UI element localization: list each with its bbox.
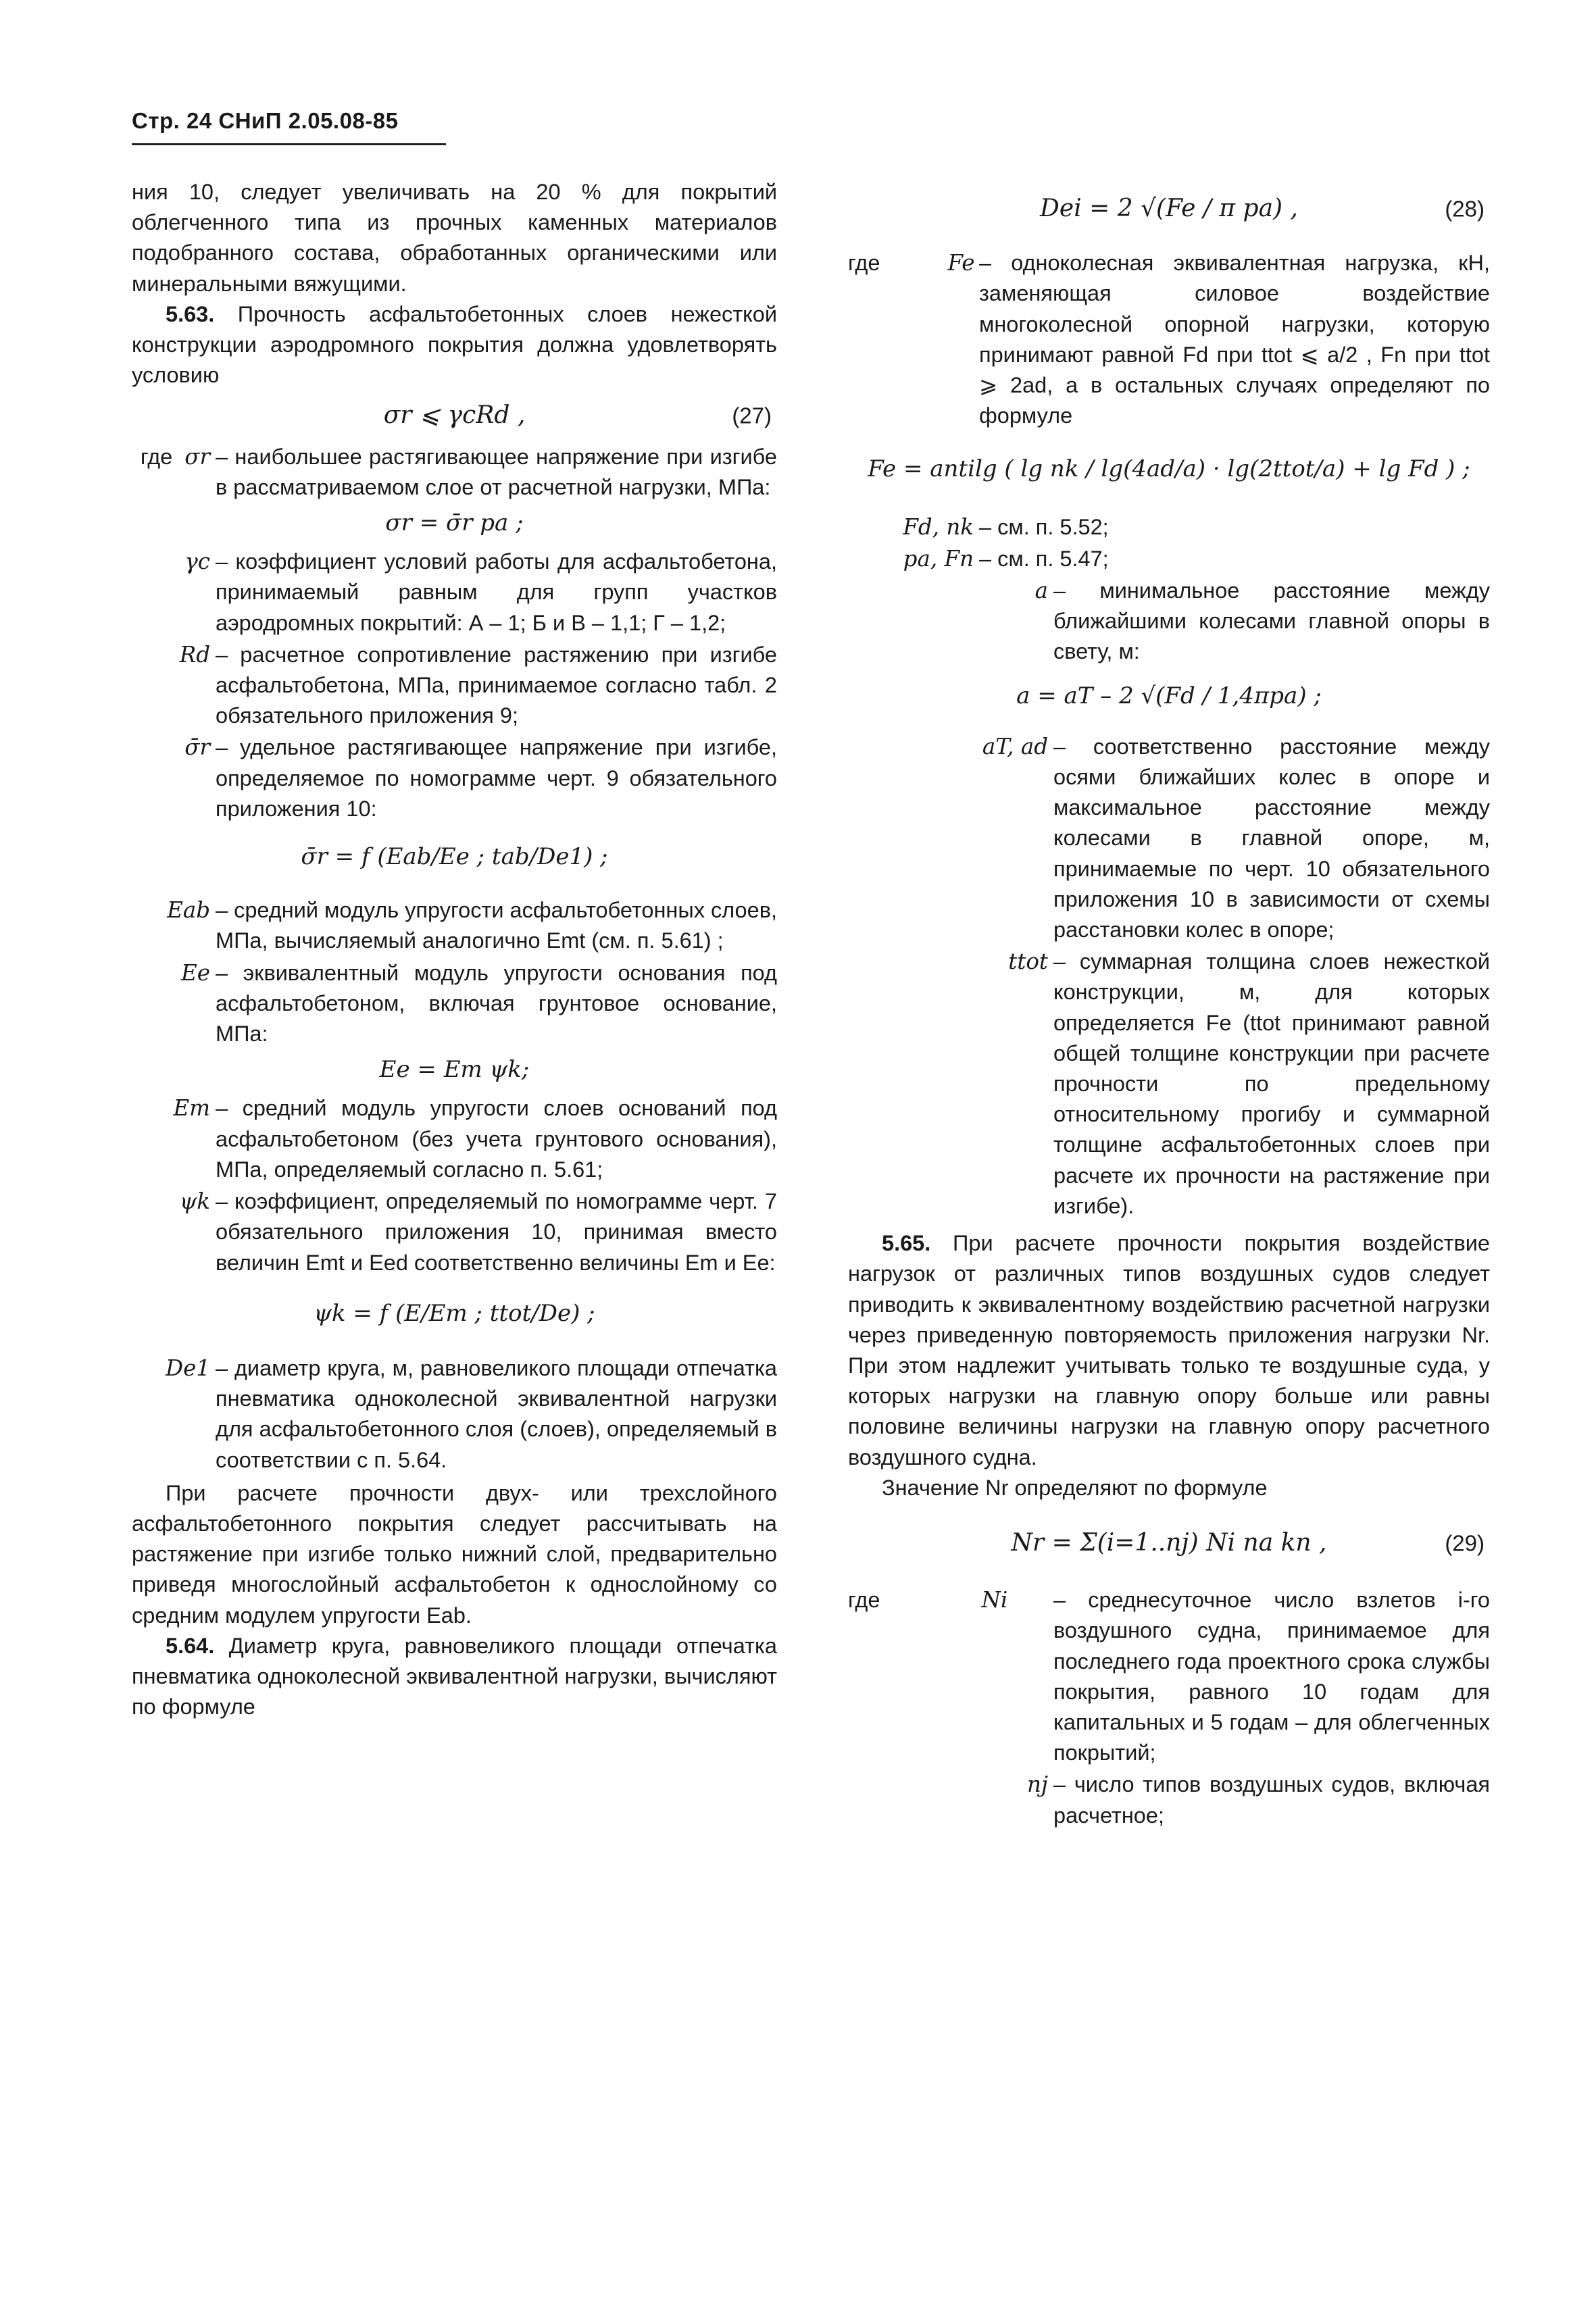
definition-symbol: ttot: [1008, 949, 1048, 975]
definition-gamma-c: [132, 547, 777, 638]
definition-symbol: Fd, nk: [903, 513, 974, 540]
definition-ni: [848, 1585, 1490, 1768]
definition-text: – суммарная толщина слоев нежесткой конструкции, м, для которых определяется Fe (ttot принимают равной общей толщине конструкции при расчете прочности по предельному относительному прогибу и суммарной толщине асфальтобетонных слоев при расчете их прочности на растяжение при изгибе).: [1053, 949, 1490, 1218]
definition-symbol: Ee: [181, 959, 210, 986]
section-5-64: [132, 1631, 777, 1723]
definition-text: – минимальное расстояние между ближайшими колесами главной опоры в свету, м:: [1053, 578, 1490, 664]
definition-text: – см. п. 5.52;: [979, 514, 1109, 539]
definition-text: – одноколесная эквивалентная нагрузка, кН, заменяющая силовое воздействие многоколесной опорной нагрузки, которую принимают равной Fd при ttot ⩽ a/2 , Fn при ttot ⩾ 2ad, а в остальных случаях определяют по формуле: [979, 251, 1490, 428]
definition-symbol: aT, ad: [982, 733, 1048, 759]
formula-27: [132, 400, 777, 430]
definition-text: – коэффициент, определяемый по номограмме черт. 7 обязательного приложения 10, принимая вместо величин Emt и Eed соответственно величины Em и Ee:: [216, 1189, 777, 1275]
page-header: Стр. 24 СНиП 2.05.08-85: [132, 108, 399, 133]
definition-symbol: σr: [184, 443, 210, 470]
formula-psi-k: ψk = f (E/Em ; ttot/De) ;: [314, 1299, 595, 1327]
definition-symbol: a: [1034, 578, 1048, 604]
definition-symbol: De1: [166, 1355, 210, 1381]
formula-fe: Fe = antilg ( lg nk / lg(4ad/a) · lg(2ttot/a) + lg Fd ) ;: [868, 455, 1470, 483]
definition-a: [848, 576, 1490, 668]
header-underline: [132, 143, 446, 145]
definition-text: – средний модуль упругости слоев оснований под асфальтобетоном (без учета грунтового основания), МПа, определяемый согласно п. 5.61;: [216, 1096, 777, 1182]
definition-symbol: Ni: [981, 1587, 1008, 1613]
definition-fd-nk: [848, 512, 1490, 543]
equation-number-29: (29): [1445, 1530, 1485, 1555]
definition-at-ad: [848, 732, 1490, 945]
section-text: Прочность асфальтобетонных слоев нежесткой конструкции аэродромного покрытия должна удовлетворять условию: [132, 301, 777, 388]
where-label: где: [848, 251, 880, 276]
definition-symbol: Rd: [179, 641, 210, 668]
section-text: При расчете прочности покрытия воздействие нагрузок от различных типов воздушных судов следует приводить к эквивалентному воздействию расчетной нагрузки через приведенную повторяемость приложения нагрузки Nr. При этом надлежит учитывать только те воздушные суда, у которых нагрузки на главную опору больше или равны половине величины нагрузки на главную опору расчетного воздушного судна.: [848, 1231, 1490, 1469]
definition-ttot: [848, 947, 1490, 1222]
definition-em: [132, 1093, 777, 1185]
definition-text: – диаметр круга, м, равновеликого площади отпечатка пневматика одноколесной эквивалентной нагрузки для асфальтобетонного слоя (слоев), определяемый в соответствии с п. 5.64.: [216, 1355, 777, 1472]
definition-rd: [132, 640, 777, 732]
definition-text: – среднесуточное число взлетов i-го воздушного судна, принимаемое для последнего года проектного срока службы покрытия, равного 10 годам для капитальных и 5 годам – для облегченных покрытий;: [1053, 1588, 1490, 1765]
definition-text: – число типов воздушных судов, включая расчетное;: [1053, 1772, 1490, 1828]
section-number: 5.64.: [166, 1633, 215, 1658]
definition-text: – соответственно расстояние между осями ближайших колес в опоре и максимальное расстояние между колесами в главной опоре, м, принимаемые по черт. 10 обязательного приложения 10 в зависимости от схемы расстановки колес в опоре;: [1053, 734, 1490, 942]
formula-27-body: σr ⩽ γcRd ,: [383, 401, 526, 430]
definition-nj: [848, 1769, 1490, 1830]
formula-28-body: Dei = 2 √(Fe / π pa) ,: [1040, 195, 1298, 222]
section-text: Диаметр круга, равновеликого площади отпечатка пневматика одноколесной эквивалентной нагрузки, вычисляют по формуле: [132, 1633, 777, 1719]
formula-ee: Ee = Em ψk;: [379, 1056, 530, 1084]
definition-sigma-r: [132, 442, 777, 503]
definition-symbol: σ̄r: [184, 734, 210, 761]
paragraph-continuation: ния 10, следует увеличивать на 20 % для покрытий облегченного типа из прочных каменных материалов подобранного состава, обработанных органическими или минеральными вяжущими.: [132, 180, 777, 296]
definition-text: – коэффициент условий работы для асфальтобетона, принимаемый равным для групп участков аэродромных покрытий: А – 1; Б и В – 1,1; Г – 1,2;: [216, 549, 777, 635]
definition-symbol: pa, Fn: [903, 545, 974, 572]
definition-text: – расчетное сопротивление растяжению при изгибе асфальтобетона, МПа, принимаемое согласно табл. 2 обязательного приложения 9;: [216, 642, 777, 728]
section-5-63: [132, 299, 777, 391]
definition-symbol: Eab: [167, 897, 210, 924]
definition-pa-fn: [848, 544, 1490, 574]
definition-symbol: nj: [1026, 1771, 1048, 1798]
definition-symbol: ψk: [179, 1188, 210, 1215]
section-5-65: [848, 1228, 1490, 1473]
definition-eab: [132, 895, 777, 956]
definition-fe: [848, 248, 1490, 431]
definition-symbol: Fe: [947, 250, 975, 276]
where-label: где: [848, 1588, 880, 1613]
paragraph-nr: Значение Nr определяют по формуле: [882, 1475, 1268, 1500]
section-number: 5.63.: [166, 301, 215, 326]
definition-text: – эквивалентный модуль упругости основания под асфальтобетоном, включая грунтовое основание, МПа:: [216, 960, 777, 1047]
definition-de1: [132, 1353, 777, 1476]
formula-29: [848, 1528, 1490, 1558]
formula-sigma-bar: σ̄r = f (Eab/Ee ; tab/De1) ;: [301, 843, 608, 871]
definition-symbol: γc: [184, 549, 210, 575]
formula-29-body: Nr = Σ(i=1..nj) Ni na kn ,: [1011, 1528, 1327, 1557]
definition-ee: [132, 958, 777, 1050]
equation-number-28: (28): [1445, 195, 1485, 221]
formula-28: [848, 193, 1490, 224]
section-number: 5.65.: [882, 1231, 931, 1256]
left-column: [132, 177, 777, 1722]
definition-text: – удельное растягивающее напряжение при изгибе, определяемое по номограмме черт. 9 обязательного приложения 10:: [216, 735, 777, 821]
equation-number-27: (27): [732, 403, 772, 428]
right-column: [848, 177, 1490, 1832]
formula-sigma-r: σr = σ̄r pa ;: [385, 509, 524, 537]
where-label: где: [140, 444, 173, 469]
definition-psi-k: [132, 1186, 777, 1278]
definition-sigma-bar: [132, 732, 777, 824]
definition-text: – наибольшее растягивающее напряжение при изгибе в рассматриваемом слое от расчетной нагрузки, МПа:: [216, 444, 777, 499]
paragraph-multilayer: При расчете прочности двух- или трехслойного асфальтобетонного покрытия следует рассчитывать на растяжение при изгибе только нижний слой, предварительно приведя многослойный асфальтобетон к однослойному со средним модулем упругости Eab.: [132, 1480, 777, 1628]
definition-text: – см. п. 5.47;: [979, 546, 1109, 571]
definition-text: – средний модуль упругости асфальтобетонных слоев, МПа, вычисляемый аналогично Emt (см. п. 5.61) ;: [216, 898, 778, 953]
definition-symbol: Em: [173, 1095, 210, 1122]
formula-a: a = aT – 2 √(Fd / 1,4πpa) ;: [1016, 682, 1322, 709]
